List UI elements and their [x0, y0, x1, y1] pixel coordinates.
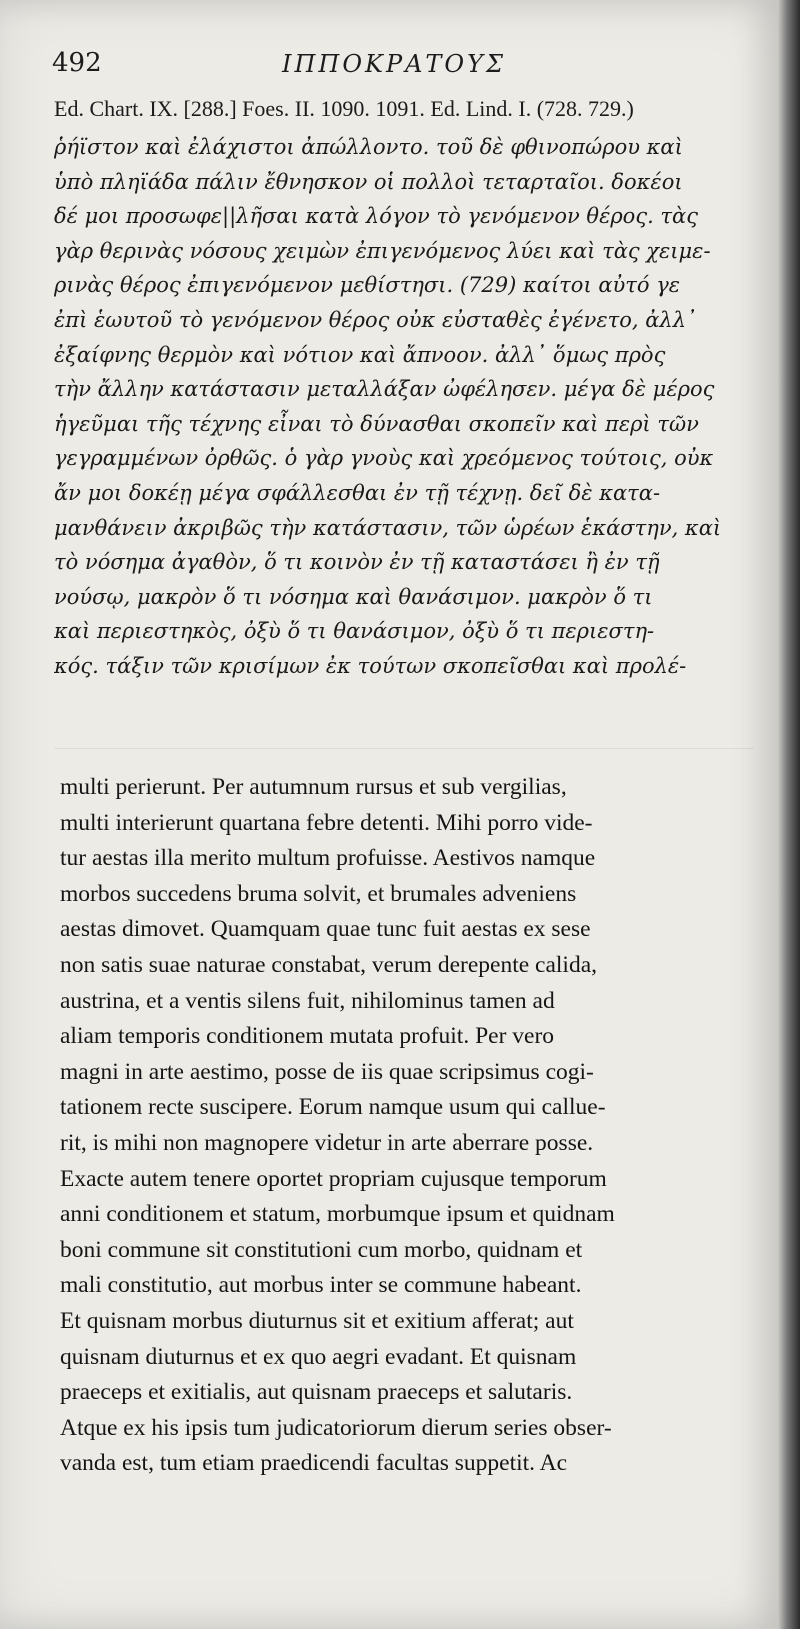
latin-line: Exacte autem tenere oportet propriam cujusque temporum: [60, 1165, 607, 1192]
greek-line: κός. τάξιν τῶν κρισίμων ἐκ τούτων σκοπεῖσθαι καὶ προλέ-: [54, 653, 687, 678]
latin-line: mali constitutio, aut morbus inter se commune habeant.: [60, 1272, 582, 1299]
greek-text-block: [54, 130, 776, 684]
latin-line: tur aestas illa merito multum profuisse. Aestivos namque: [60, 845, 596, 872]
page-number: 492: [52, 48, 102, 78]
latin-line: magni in arte aestimo, posse de iis quae scripsimus cogi-: [60, 1058, 594, 1085]
latin-line: anni conditionem et statum, morbumque ipsum et quidnam: [60, 1201, 615, 1228]
greek-line: μανθάνειν ἀκριβῶς τὴν κατάστασιν, τῶν ὡρέων ἑκάστην, καὶ: [54, 515, 722, 540]
greek-line: καὶ περιεστηκὸς, ὀξὺ ὅ τι θανάσιμον, ὀξὺ ὅ τι περιεστη-: [54, 619, 655, 644]
greek-line: νούσῳ, μακρὸν ὅ τι νόσημα καὶ θανάσιμον. μακρὸν ὅ τι: [54, 584, 653, 609]
latin-line: multi perierunt. Per autumnum rursus et sub vergilias,: [60, 774, 567, 800]
greek-line: ῥήϊστον καὶ ἐλάχιστοι ἀπώλλοντο. τοῦ δὲ φθινοπώρου καὶ: [54, 135, 683, 159]
greek-line: γὰρ θερινὰς νόσους χειμὼν ἐπιγενόμενος λύει καὶ τὰς χειμε-: [54, 238, 711, 263]
latin-line: austrina, et a ventis silens fuit, nihilominus tamen ad: [60, 987, 555, 1014]
latin-line: boni commune sit constitutioni cum morbo, quidnam et: [60, 1236, 583, 1263]
greek-line: ἐπὶ ἑωυτοῦ τὸ γενόμενον θέρος οὐκ εὐσταθὲς ἐγένετο, ἀλλ᾽: [54, 307, 697, 332]
latin-line: rit, is mihi non magnopere videtur in arte aberrare posse.: [60, 1129, 594, 1156]
greek-line: ρινὰς θέρος ἐπιγενόμενον μεθίστησι. (729) καίτοι αὐτό γε: [54, 273, 681, 298]
running-title: ΙΠΠΟΚΡΑΤΟΥΣ: [282, 50, 506, 78]
latin-line: Atque ex his ipsis tum judicatoriorum dierum series obser-: [60, 1414, 612, 1441]
latin-line: multi interierunt quartana febre detenti. Mihi porro vide-: [60, 809, 593, 836]
latin-line: praeceps et exitialis, aut quisnam praeceps et salutaris.: [60, 1379, 573, 1406]
latin-text-block: [60, 770, 776, 1482]
latin-line: Et quisnam morbus diuturnus sit et exitium afferat; aut: [60, 1307, 574, 1334]
latin-line: quisnam diuturnus et ex quo aegri evadant. Et quisnam: [60, 1343, 577, 1370]
page-header: [52, 48, 752, 88]
greek-line: τὸ νόσημα ἀγαθὸν, ὅ τι κοινὸν ἐν τῇ καταστάσει ἢ ἐν τῇ: [54, 550, 660, 575]
greek-line: ἡγεῦμαι τῆς τέχνης εἶναι τὸ δύνασθαι σκοπεῖν καὶ περὶ τῶν: [54, 411, 699, 436]
greek-line: γεγραμμένων ὀρθῶς. ὁ γὰρ γνοὺς καὶ χρεόμενος τούτοις, οὐκ: [54, 446, 714, 471]
latin-line: non satis suae naturae constabat, verum derepente calida,: [60, 951, 598, 978]
latin-line: tationem recte suscipere. Eorum namque usum qui callue-: [60, 1094, 606, 1121]
greek-line: ὑπὸ πληϊάδα πάλιν ἔθνησκον οἱ πολλοὶ τεταρταῖοι. δοκέοι: [54, 169, 683, 194]
greek-line: ἐξαίφνης θερμὸν καὶ νότιον καὶ ἄπνοον. ἀλλ᾽ ὅμως πρὸς: [54, 342, 666, 367]
greek-line: τὴν ἄλλην κατάστασιν μεταλλάξαν ὠφέλησεν. μέγα δὲ μέρος: [54, 377, 715, 402]
latin-line: vanda est, tum etiam praedicendi facultas suppetit. Ac: [60, 1450, 568, 1477]
latin-line: aestas dimovet. Quamquam quae tunc fuit aestas ex sese: [60, 916, 591, 943]
latin-line: aliam temporis conditionem mutata profuit. Per vero: [60, 1023, 555, 1050]
greek-line: δέ μοι προσωφε||λῆσαι κατὰ λόγον τὸ γενόμενον θέρος. τὰς: [54, 204, 698, 229]
section-divider: [54, 748, 754, 749]
edition-reference-line: Ed. Chart. IX. [288.] Foes. II. 1090. 1091. Ed. Lind. I. (728. 729.): [54, 96, 634, 121]
latin-line: morbos succedens bruma solvit, et brumales adveniens: [60, 880, 577, 907]
book-gutter-edge: [778, 0, 800, 1629]
greek-line: ἄν μοι δοκέῃ μέγα σφάλλεσθαι ἐν τῇ τέχνῃ. δεῖ δὲ κατα-: [54, 480, 661, 505]
